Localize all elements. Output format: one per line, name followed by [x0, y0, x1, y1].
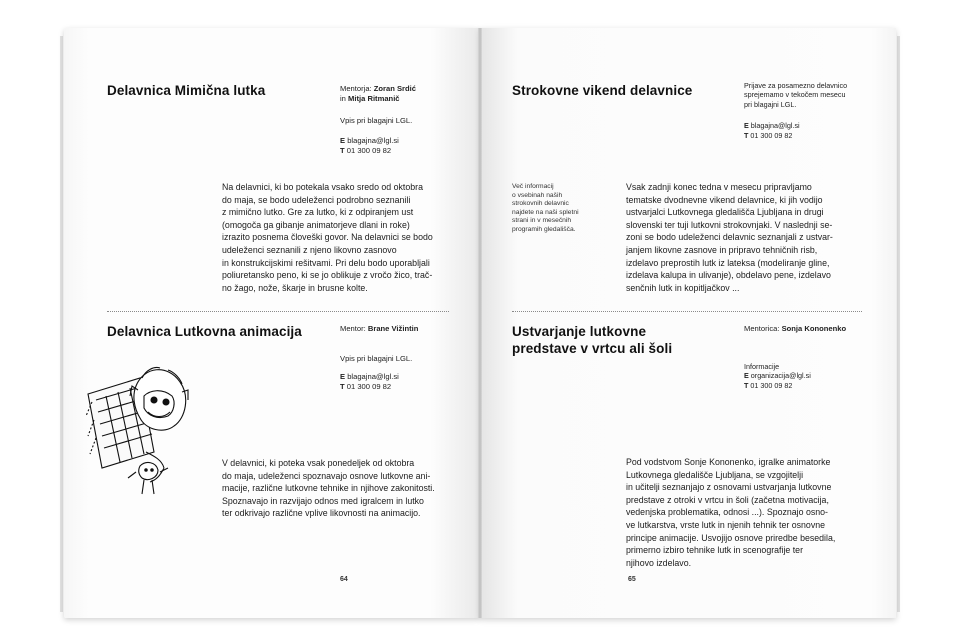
section-title-vrtec [512, 323, 672, 357]
text-line: vedenjska problematika, odnosi ...). Spoznajo osno- [626, 507, 828, 518]
text-line: udeleženci seznanili z njeno likovno zasnovo [222, 244, 397, 255]
text-line: ve lutkarstva, vrste lutk in njenih tehnik ter osnovne [626, 519, 826, 530]
phone-label: T [744, 380, 749, 390]
body-text-animacija [222, 457, 462, 520]
phone-number: 01 300 09 82 [346, 382, 392, 391]
text-line: primerno izbiro tehnike lutk in scenografije ter [626, 545, 803, 556]
email-label: E [744, 371, 749, 381]
text-line: do maja, udeleženci spoznavajo osnove lutkovne ani- [222, 470, 431, 481]
mentor-name: Brane Vižintin [367, 324, 419, 333]
text-line: Spoznavajo in razvijajo odnos med igralcem in lutko [222, 495, 424, 506]
page-number-left: 64 [340, 576, 348, 583]
text-line: V delavnici, ki poteka vsak ponedeljek od oktobra [222, 458, 415, 468]
side-note-line: o vsebinah naših [512, 191, 563, 199]
body-text-mimicna [222, 181, 462, 294]
text-line: no žago, nože, škarje in brusne kolte. [222, 282, 368, 293]
mentor-label: Mentorica: [744, 324, 780, 333]
text-line: predstave z otroki v vrtcu in šoli (začetna motivacija, [626, 494, 829, 505]
section-divider [107, 311, 449, 312]
text-line: janjem likovne zasnove in pripravo tehničnih risb, [626, 244, 818, 255]
side-note-line: Več informacij [512, 183, 554, 190]
email-address[interactable]: blagajna@lgl.si [347, 372, 399, 381]
email-label: E [340, 372, 346, 381]
side-note-vikend [512, 183, 602, 235]
mentor-name: Mitja Ritmanič [348, 94, 400, 103]
mentor-label: Mentorja: [340, 84, 372, 93]
mentor-in: in [340, 94, 346, 103]
apply-line: pri blagajni LGL. [744, 99, 797, 109]
enroll-note: Vpis pri blagajni LGL. [340, 354, 413, 363]
phone-label: T [340, 146, 345, 155]
mentor-name: Sonja Kononenko [781, 324, 847, 333]
text-line: poliuretansko peno, ki se jo oblikuje z vročo žico, trač- [222, 270, 433, 281]
apply-line: sprejemamo v tekočem mesecu [744, 90, 846, 100]
text-line: principe animacije. Usvojijo osnove priredbe besedila, [626, 532, 836, 543]
side-note-line: strokovnih delavnic [512, 200, 569, 208]
section-divider [512, 311, 862, 312]
puppet-illustration [84, 356, 194, 496]
text-line: z mimično lutko. Gre za lutko, ki z odpiranjem ust [222, 207, 414, 218]
text-line: zoni se bodo udeleženci delavnic seznanjali z ustvar- [626, 232, 833, 243]
text-line: tematske dvodnevne vikend delavnice, ki jih vodijo [626, 194, 823, 205]
phone-label: T [340, 382, 345, 391]
phone-number: 01 300 09 82 [750, 380, 793, 390]
text-line: macije, različne lutkovne tehnike in njihove zakonitosti. [222, 483, 435, 494]
section-title-animacija: Delavnica Lutkovna animacija [107, 324, 302, 339]
left-page-edges [60, 36, 63, 612]
text-line: Lutkovnega gledališče Ljubljana, se vzgojitelji [626, 469, 804, 480]
text-line: slovenski ter tuji lutkovni strokovnjaki. V naslednji se- [626, 219, 833, 230]
mentor-info-animacija [340, 324, 450, 392]
apply-line: Prijave za posamezno delavnico [744, 81, 848, 90]
email-address[interactable]: blagajna@lgl.si [750, 121, 800, 131]
text-line: Vsak zadnji konec tedna v mesecu pripravljamo [626, 182, 812, 192]
body-text-vikend [626, 181, 876, 294]
text-line: Na delavnici, ki bo potekala vsako sredo od oktobra [222, 182, 423, 192]
text-line: izdelava kalupa in ulivanje), obdelavo pene, izdelavo [626, 270, 831, 281]
email-address[interactable]: blagajna@lgl.si [347, 136, 399, 145]
text-line: njihovo izdelavo. [626, 557, 692, 568]
body-text-vrtec [626, 456, 876, 569]
phone-number: 01 300 09 82 [346, 146, 392, 155]
email-label: E [744, 121, 749, 131]
apply-info-vikend [744, 81, 874, 140]
title-line: predstave v vrtcu ali šoli [512, 341, 673, 356]
info-label: Informacije [744, 362, 780, 371]
page-number-right: 65 [628, 576, 636, 583]
mentor-info-mimicna [340, 84, 450, 156]
phone-label: T [744, 130, 749, 140]
book-gutter [478, 28, 482, 618]
side-note-line: strani in v mesečnih [512, 217, 572, 225]
text-line: Pod vodstvom Sonje Kononenko, igralke animatorke [626, 457, 831, 467]
right-page-edges [897, 36, 900, 612]
email-label: E [340, 136, 346, 145]
mentor-label: Mentor: [340, 324, 366, 333]
email-address[interactable]: organizacija@lgl.si [750, 371, 811, 381]
text-line: izdelavo preprostih lutk iz lateksa (modeliranje gline, [626, 257, 830, 268]
mentor-info-vrtec [744, 324, 874, 390]
text-line: ustvarjalci Lutkovnega gledališča Ljubljana in drugi [626, 207, 824, 218]
text-line: (omogoča ga gibanje animatorjeve dlani in roke) [222, 219, 410, 230]
text-line: in konstrukcijskimi rešitvami. Pri delu bodo uporabljali [222, 257, 430, 268]
mentor-name: Zoran Srdić [373, 84, 416, 93]
phone-number: 01 300 09 82 [750, 130, 793, 140]
text-line: ter odkrivajo različne vplive likovnosti na animacijo. [222, 508, 421, 519]
enroll-note: Vpis pri blagajni LGL. [340, 116, 413, 125]
text-line: izrazito posnema človeški govor. Na delavnici se bodo [222, 232, 433, 243]
text-line: do maja, se bodo udeleženci podrobno seznanili [222, 194, 411, 205]
side-note-line: programih gledališča. [512, 225, 576, 233]
side-note-line: najdete na naši spletni [512, 208, 579, 216]
title-line: Ustvarjanje lutkovne [512, 324, 647, 339]
text-line: in učitelji seznanjajo z osnovami ustvarjanja lutkovne [626, 482, 832, 493]
text-line: senčnih lutk in kopitljačkov ... [626, 282, 740, 293]
section-title-mimicna: Delavnica Mimična lutka [107, 83, 266, 98]
section-title-vikend: Strokovne vikend delavnice [512, 83, 693, 98]
